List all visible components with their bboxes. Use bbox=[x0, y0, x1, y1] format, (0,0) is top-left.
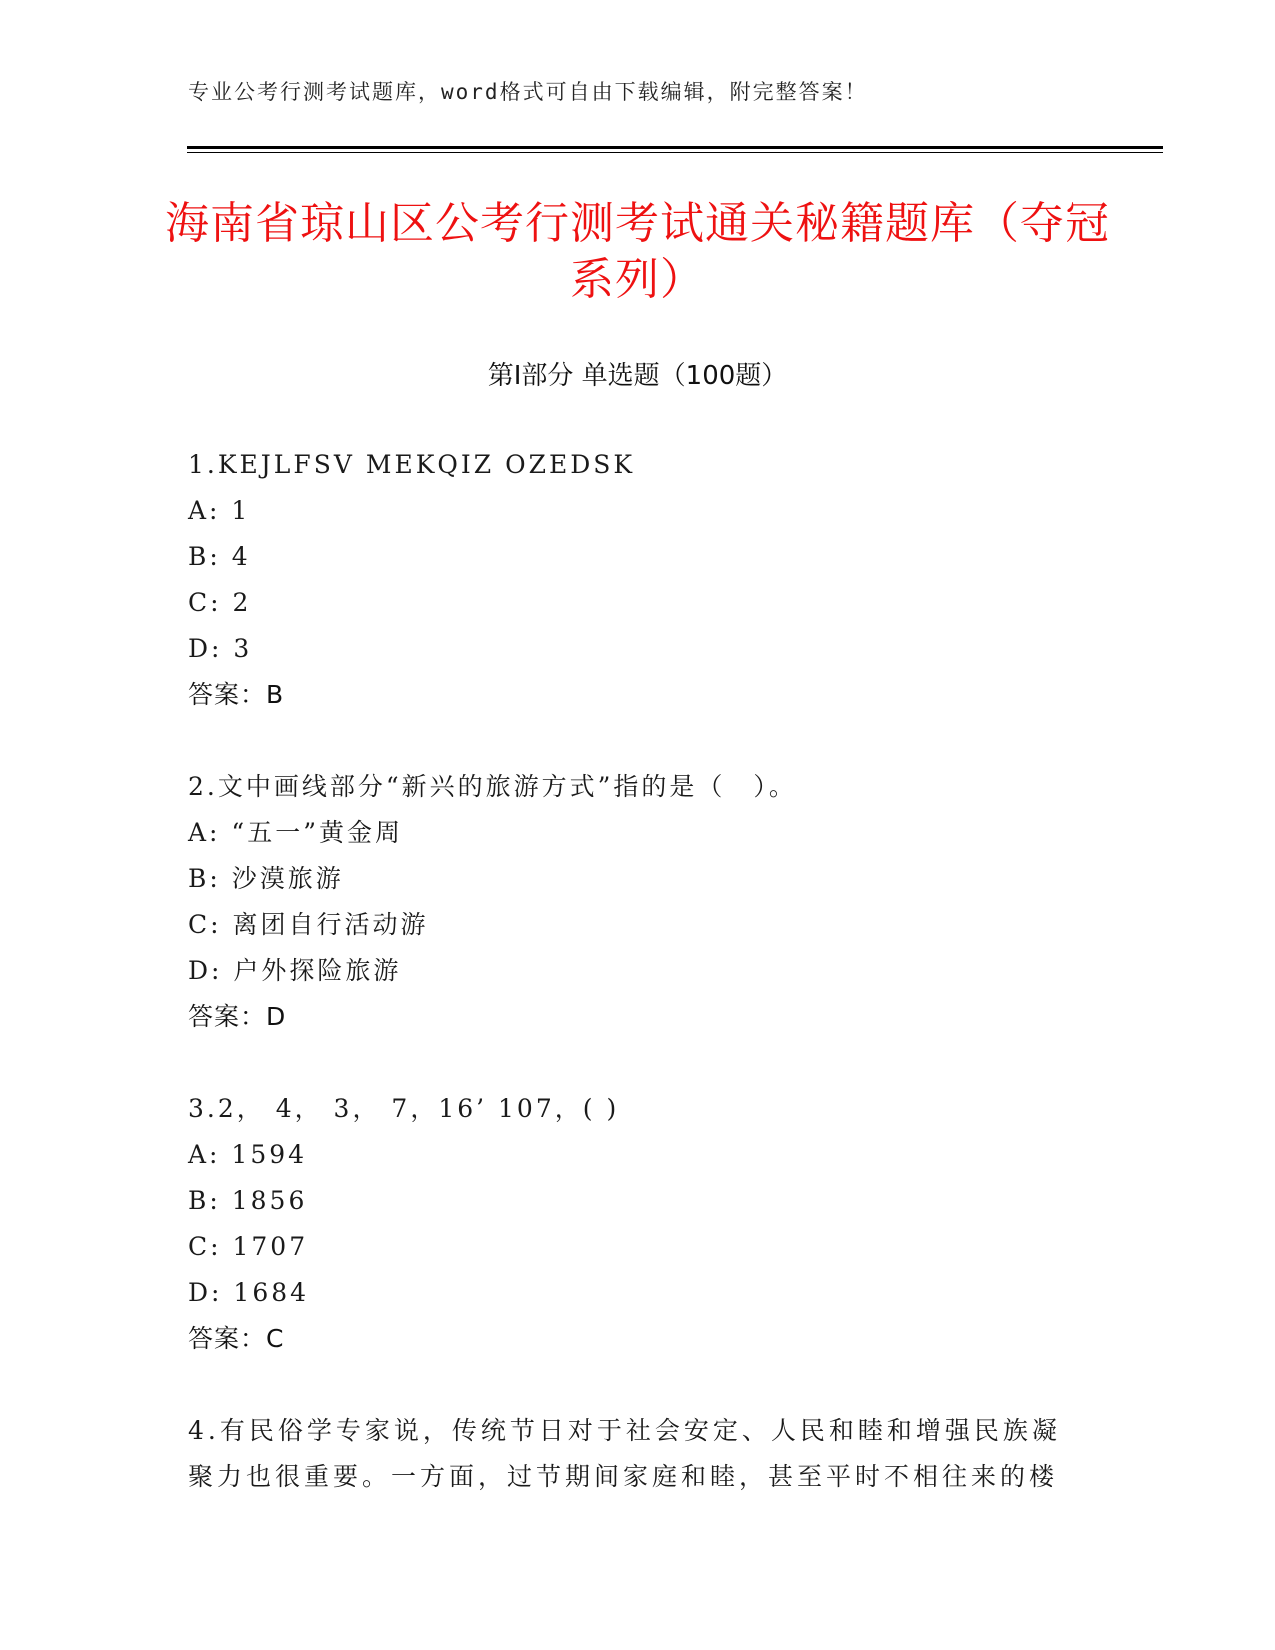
option-b: B: 4 bbox=[188, 542, 251, 571]
option-a: A: 1 bbox=[188, 496, 251, 525]
option-b: B: 沙漠旅游 bbox=[188, 864, 344, 893]
option-d: D: 户外探险旅游 bbox=[188, 956, 402, 985]
section-title: 第Ⅰ部分 单选题（100题） bbox=[487, 361, 788, 391]
option-b: B: 1856 bbox=[188, 1186, 308, 1215]
option-c: C: 2 bbox=[188, 588, 252, 617]
question-stem: 2.文中画线部分“新兴的旅游方式”指的是（ ）。 bbox=[188, 772, 797, 801]
answer-line: 答案：C bbox=[188, 1324, 285, 1353]
header-note: 专业公考行测考试题库，word格式可自由下载编辑，附完整答案！ bbox=[188, 80, 868, 104]
question-list bbox=[188, 442, 1068, 1546]
question-3 bbox=[188, 1086, 1068, 1362]
option-c: C: 1707 bbox=[188, 1232, 309, 1261]
question-stem: 3.2， 4， 3， 7，16’ 107，( ) bbox=[188, 1094, 620, 1123]
question-1 bbox=[188, 442, 1068, 718]
question-stem: 4.有民俗学专家说，传统节日对于社会安定、人民和睦和增强民族凝聚力也很重要。一方面，过节期间家庭和睦，甚至平时不相往来的楼 bbox=[188, 1416, 1061, 1491]
answer-line: 答案：B bbox=[188, 680, 285, 709]
answer-line: 答案：D bbox=[188, 1002, 287, 1031]
option-c: C: 离团自行活动游 bbox=[188, 910, 429, 939]
option-a: A: 1594 bbox=[188, 1140, 308, 1169]
question-stem: 1.KEJLFSV MEKQIZ OZEDSK bbox=[188, 450, 636, 479]
question-2 bbox=[188, 764, 1068, 1040]
option-d: D: 3 bbox=[188, 634, 253, 663]
header-rule-thin bbox=[187, 152, 1163, 153]
header-rule bbox=[187, 146, 1163, 149]
option-a: A: “五一”黄金周 bbox=[188, 818, 403, 847]
question-4 bbox=[188, 1408, 1068, 1500]
document-title: 海南省琼山区公考行测考试通关秘籍题库（夺冠系列） bbox=[165, 198, 1110, 305]
option-d: D: 1684 bbox=[188, 1278, 310, 1307]
